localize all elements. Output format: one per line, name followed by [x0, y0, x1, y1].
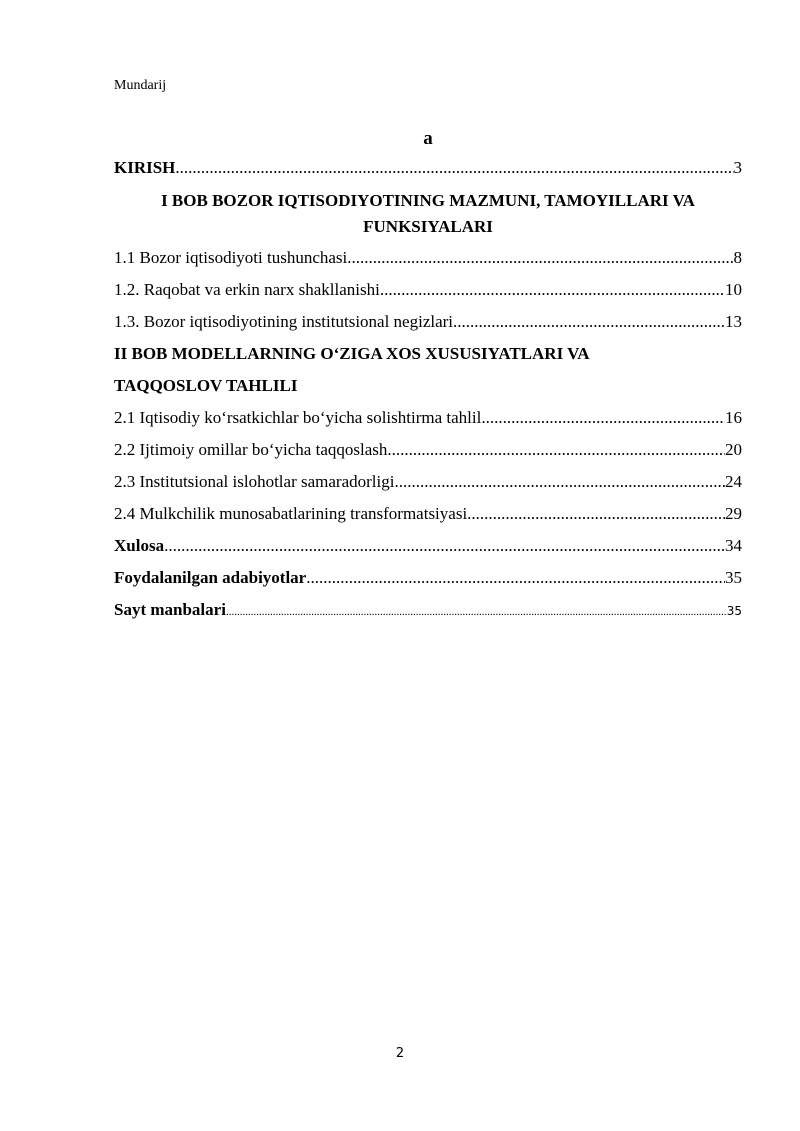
toc-entry-1-2[interactable]	[114, 274, 742, 306]
toc-entry-label: Sayt manbalari	[114, 600, 226, 619]
dot-leader	[175, 152, 733, 184]
toc-entry-page: 10	[725, 280, 742, 299]
toc-entry-page: 24	[725, 472, 742, 491]
toc-entry-page: 13	[725, 312, 742, 331]
toc-entry-label: 1.1 Bozor iqtisodiyoti tushunchasi	[114, 248, 348, 267]
toc-entry-adabiyotlar[interactable]	[114, 562, 742, 594]
dot-leader	[394, 466, 725, 498]
dot-leader	[306, 562, 725, 594]
dot-leader	[164, 530, 725, 562]
toc-entry-page: 35	[725, 568, 742, 587]
chapter-1-heading-line2: FUNKSIYALARI	[363, 217, 493, 236]
chapter-2-heading-line2: TAQQOSLOV TAHLILI	[114, 376, 298, 395]
toc-entry-label: 1.2. Raqobat va erkin narx shakllanishi	[114, 280, 380, 299]
toc-entry-xulosa[interactable]	[114, 530, 742, 562]
dot-leader	[481, 402, 725, 434]
chapter-1-heading[interactable]	[114, 184, 742, 242]
toc-entry-page: 35	[726, 604, 742, 618]
dot-leader	[387, 434, 725, 466]
chapter-2-heading-line1: II BOB MODELLARNING O‘ZIGA XOS XUSUSIYATLARI VA	[114, 344, 590, 363]
dot-leader	[453, 306, 725, 338]
toc-entry-page: 8	[733, 248, 742, 267]
toc-entry-1-1[interactable]	[114, 242, 742, 274]
toc-entry-sayt-manbalari[interactable]	[114, 594, 742, 626]
toc-entry-page: 16	[725, 408, 742, 427]
chapter-2-heading[interactable]	[114, 338, 742, 402]
toc-entry-label: 1.3. Bozor iqtisodiyotining institutsional negizlari	[114, 312, 454, 331]
toc-entry-2-1[interactable]	[114, 402, 742, 434]
dot-leader	[347, 242, 733, 274]
dot-leader	[467, 498, 725, 530]
toc-entry-2-2[interactable]	[114, 434, 742, 466]
toc-entry-page: 3	[733, 158, 742, 177]
toc-entry-page: 34	[725, 536, 742, 555]
dot-leader	[380, 274, 725, 306]
toc-entry-label: 2.1 Iqtisodiy ko‘rsatkichlar bo‘yicha solishtirma tahlil	[114, 408, 482, 427]
page-number: 2	[395, 1046, 405, 1061]
toc-entry-kirish[interactable]	[114, 152, 742, 184]
toc-entry-label: 2.3 Institutsional islohotlar samaradorligi	[114, 472, 395, 491]
toc-entry-2-3[interactable]	[114, 466, 742, 498]
toc-entry-label: 2.2 Ijtimoiy omillar bo‘yicha taqqoslash	[114, 440, 388, 459]
toc-entry-label: Foydalanilgan adabiyotlar	[114, 568, 307, 587]
dot-leader	[226, 596, 727, 628]
toc-entry-1-3[interactable]	[114, 306, 742, 338]
toc-entry-label: KIRISH	[114, 158, 176, 177]
table-of-contents	[114, 152, 742, 626]
toc-entry-2-4[interactable]	[114, 498, 742, 530]
toc-entry-page: 29	[725, 504, 742, 523]
chapter-1-heading-line1: I BOB BOZOR IQTISODIYOTINING MAZMUNI, TAMOYILLARI VA	[161, 191, 695, 210]
toc-entry-label: Xulosa	[114, 536, 165, 555]
toc-entry-page: 20	[725, 440, 742, 459]
toc-entry-label: 2.4 Mulkchilik munosabatlarining transformatsiyasi	[114, 504, 468, 523]
page-header: Mundarij	[114, 78, 167, 93]
toc-title: a	[423, 128, 433, 149]
